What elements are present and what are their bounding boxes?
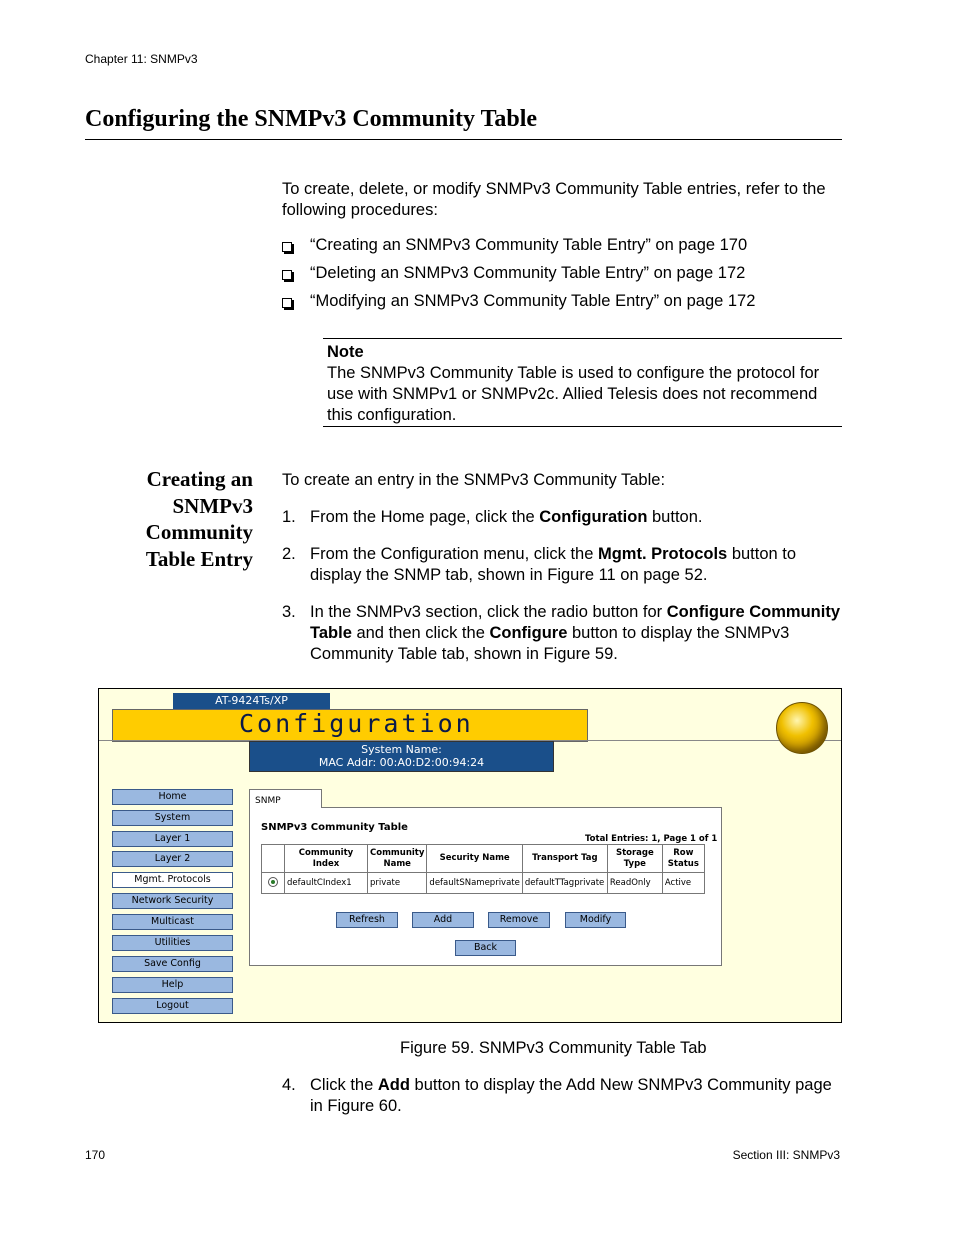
nav-utilities-button[interactable]: Utilities <box>112 935 233 951</box>
checkbox-bullet-icon <box>282 242 292 252</box>
step-bold: Mgmt. Protocols <box>597 545 728 563</box>
link-deleting[interactable]: “Deleting an SNMPv3 Community Table Entry” on page 172 <box>310 264 746 282</box>
community-table <box>261 844 705 894</box>
heading-line: Community <box>145 520 253 544</box>
system-name-label: System Name: <box>361 743 442 756</box>
column-header: Transport Tag <box>522 845 607 873</box>
nav-layer2-button[interactable]: Layer 2 <box>112 851 233 867</box>
note-text: The SNMPv3 Community Table is used to configure the protocol for use with SNMPv1 or SNMPv2c. Allied Telesis does not recommend this configuration. <box>327 364 820 424</box>
step-text: button to display the SNMPv3 Community Table tab, shown in Figure 59. <box>310 624 790 663</box>
table-header-row <box>262 845 705 873</box>
column-header: Row Status <box>662 845 704 873</box>
modify-button[interactable]: Modify <box>565 912 626 928</box>
step-text: From the Configuration menu, click the <box>310 545 598 563</box>
nav-help-button[interactable]: Help <box>112 977 233 993</box>
step-text: and then click the <box>351 624 490 642</box>
nav-save-config-button[interactable]: Save Config <box>112 956 233 972</box>
back-button[interactable]: Back <box>455 940 516 956</box>
link-modifying[interactable]: “Modifying an SNMPv3 Community Table Entry” on page 172 <box>310 292 756 310</box>
link-creating[interactable]: “Creating an SNMPv3 Community Table Entry” on page 170 <box>310 236 748 254</box>
step-text: button to display the SNMP tab, shown in Figure 11 on page 52. <box>310 545 797 584</box>
note-label: Note <box>327 343 364 361</box>
step-number: 4. <box>282 1076 296 1094</box>
figure-screenshot <box>98 688 842 1023</box>
row-select-cell[interactable] <box>262 873 285 894</box>
heading-line: Creating an <box>146 467 253 491</box>
tab-snmp[interactable]: SNMP <box>249 789 322 808</box>
add-button[interactable]: Add <box>412 912 474 928</box>
banner-title: Configuration <box>239 709 474 738</box>
step-text: button to display the Add New SNMPv3 Community page in Figure 60. <box>310 1076 832 1115</box>
globe-logo-icon <box>776 702 828 754</box>
table-cell: Active <box>662 873 704 894</box>
step-bold: Add <box>377 1076 410 1094</box>
step-number: 1. <box>282 508 296 526</box>
table-cell: defaultTTagprivate <box>522 873 607 894</box>
step-bold: Configure Community Table <box>310 603 841 642</box>
column-header: Storage Type <box>607 845 662 873</box>
total-entries: Total Entries: 1, Page 1 of 1 <box>585 834 718 844</box>
table-cell: ReadOnly <box>607 873 662 894</box>
intro-paragraph: To create, delete, or modify SNMPv3 Community Table entries, refer to the following procedures: <box>282 180 826 219</box>
radio-button-icon[interactable] <box>268 877 278 887</box>
page-number: 170 <box>85 1148 106 1162</box>
mac-address: MAC Addr: 00:A0:D2:00:94:24 <box>318 756 485 769</box>
remove-button[interactable]: Remove <box>488 912 550 928</box>
nav-multicast-button[interactable]: Multicast <box>112 914 233 930</box>
step-bold: Configuration <box>539 508 648 526</box>
title-rule <box>85 139 842 140</box>
step-text: Click the <box>310 1076 378 1094</box>
table-cell: defaultCIndex1 <box>285 873 368 894</box>
step-text: button. <box>647 508 703 526</box>
column-header: Community Name <box>368 845 427 873</box>
running-header: Chapter 11: SNMPv3 <box>85 52 198 66</box>
footer-section: Section III: SNMPv3 <box>732 1148 840 1162</box>
subsection-heading <box>100 466 253 572</box>
nav-network-security-button[interactable]: Network Security <box>112 893 233 909</box>
subsection-lead: To create an entry in the SNMPv3 Community Table: <box>282 471 666 489</box>
table-cell: private <box>368 873 427 894</box>
step-text: In the SNMPv3 section, click the radio button for <box>310 603 667 621</box>
table-title: SNMPv3 Community Table <box>261 822 408 833</box>
nav-layer1-button[interactable]: Layer 1 <box>112 831 233 847</box>
table-cell: defaultSNameprivate <box>427 873 522 894</box>
step-number: 2. <box>282 545 296 563</box>
step-bold: Configure <box>489 624 568 642</box>
table-row <box>262 873 705 894</box>
nav-home-button[interactable]: Home <box>112 789 233 805</box>
section-title: Configuring the SNMPv3 Community Table <box>85 106 538 132</box>
nav-logout-button[interactable]: Logout <box>112 998 233 1014</box>
column-header <box>262 845 285 873</box>
figure-caption: Figure 59. SNMPv3 Community Table Tab <box>400 1039 707 1057</box>
checkbox-bullet-icon <box>282 270 292 280</box>
checkbox-bullet-icon <box>282 298 292 308</box>
step-text: From the Home page, click the <box>310 508 540 526</box>
refresh-button[interactable]: Refresh <box>336 912 398 928</box>
model-label: AT-9424Ts/XP <box>173 693 330 709</box>
nav-mgmt-protocols-button[interactable]: Mgmt. Protocols <box>112 872 233 888</box>
note-box <box>323 338 842 427</box>
nav-system-button[interactable]: System <box>112 810 233 826</box>
heading-line: Table Entry <box>145 546 253 571</box>
column-header: Security Name <box>427 845 522 873</box>
system-info <box>249 741 554 772</box>
heading-line: SNMPv3 <box>172 493 253 518</box>
column-header: Community Index <box>285 845 368 873</box>
step-number: 3. <box>282 603 296 621</box>
